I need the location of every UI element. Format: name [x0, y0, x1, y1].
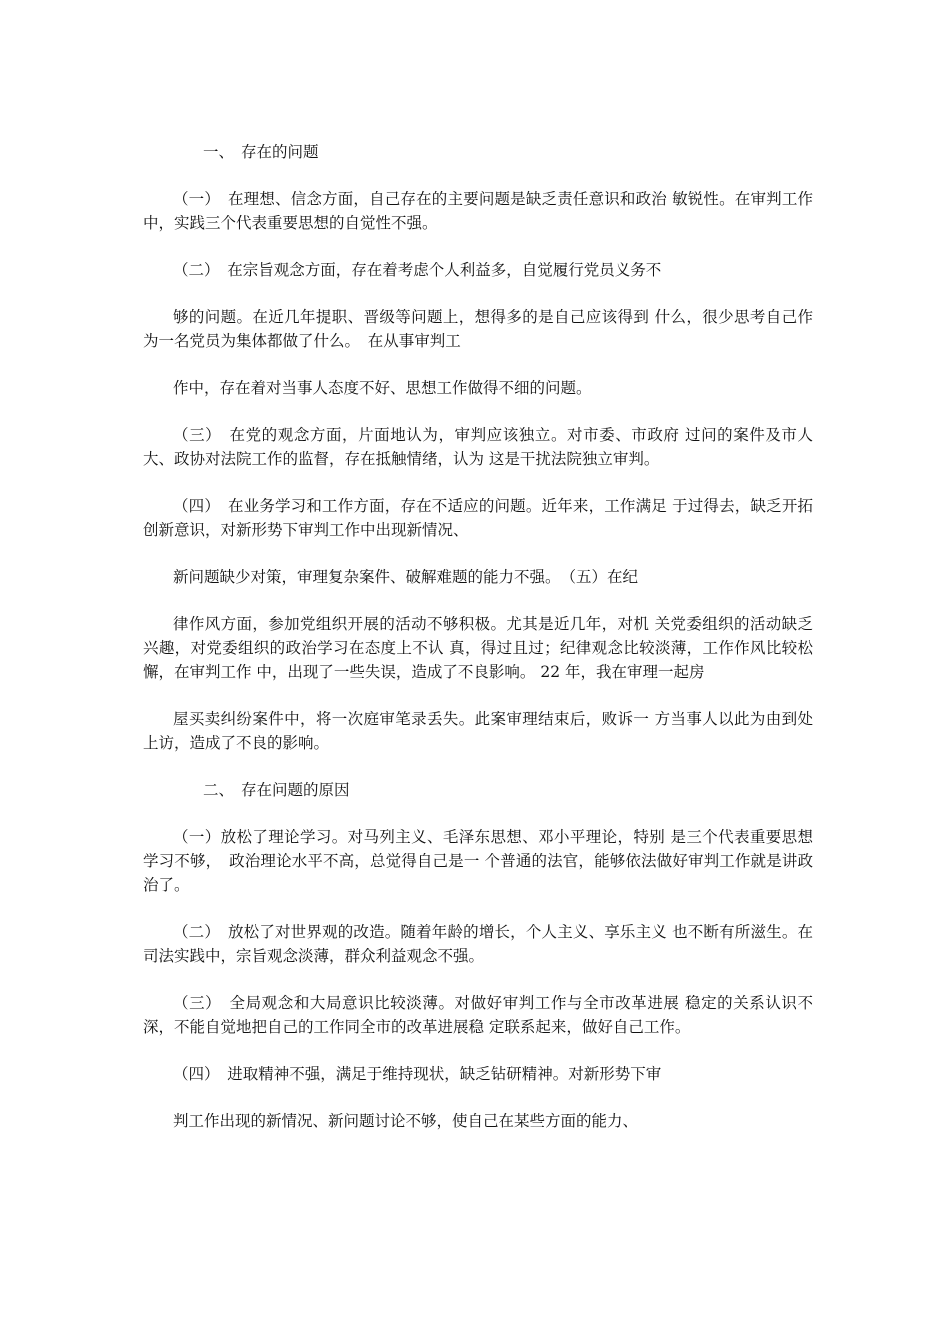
paragraph: 作中，存在着对当事人态度不好、思想工作做得不细的问题。: [173, 379, 592, 397]
paragraph: （二） 在宗旨观念方面，存在着考虑个人利益多，自觉履行党员义务不: [173, 261, 662, 279]
section-heading: [143, 778, 813, 802]
paragraph: （三） 在党的观念方面，片面地认为，审判应该独立。对市委、市政府 过问的案件及市人大、政协对法院工作的监督，存在抵触情绪，认为 这是干扰法院独立审判。: [143, 426, 813, 468]
paragraph: 律作风方面，参加党组织开展的活动不够积极。尤其是近几年，对机 关党委组织的活动缺乏兴趣，对党委组织的政治学习在态度上不认 真，得过且过；纪律观念比较淡薄，工作作风比较松懈，在审判工作 中，出现了一些失误，造成了不良影响。 22 年，我在审理一起房: [143, 615, 813, 681]
paragraph: （二） 放松了对世界观的改造。随着年龄的增长，个人主义、享乐主义 也不断有所滋生。在司法实践中，宗旨观念淡薄，群众利益观念不强。: [143, 923, 813, 965]
paragraph: （四） 进取精神不强，满足于维持现状，缺乏钻研精神。对新形势下审: [173, 1065, 662, 1083]
section-heading: [143, 140, 813, 164]
paragraph: 新问题缺少对策，审理复杂案件、破解难题的能力不强。 （五）在纪: [173, 568, 639, 586]
document-page: [143, 140, 813, 1156]
paragraph: （三） 全局观念和大局意识比较淡薄。对做好审判工作与全市改革进展 稳定的关系认识不深，不能自觉地把自己的工作同全市的改革进展稳 定联系起来，做好自己工作。: [143, 994, 813, 1036]
paragraph: 屋买卖纠纷案件中，将一次庭审笔录丢失。此案审理结束后，败诉一 方当事人以此为由到处上访，造成了不良的影响。: [143, 710, 813, 752]
paragraph: （一） 在理想、信念方面，自己存在的主要问题是缺乏责任意识和政治 敏锐性。在审判工作中，实践三个代表重要思想的自觉性不强。: [143, 190, 813, 232]
section-title: 存在的问题: [241, 143, 319, 161]
section-number: 一、: [203, 143, 235, 161]
section-number: 二、: [203, 781, 235, 799]
paragraph: 判工作出现的新情况、新问题讨论不够，使自己在某些方面的能力、: [173, 1112, 639, 1130]
paragraph: （一）放松了理论学习。对马列主义、毛泽东思想、邓小平理论，特别 是三个代表重要思想学习不够， 政治理论水平不高，总觉得自己是一 个普通的法官，能够依法做好审判工作就是讲政治了。: [143, 828, 813, 894]
paragraph: （四） 在业务学习和工作方面，存在不适应的问题。近年来，工作满足 于过得去，缺乏开拓创新意识，对新形势下审判工作中出现新情况、: [143, 497, 813, 539]
paragraph: 够的问题。在近几年提职、晋级等问题上，想得多的是自己应该得到 什么，很少思考自己作为一名党员为集体都做了什么。 在从事审判工: [143, 308, 813, 350]
section-title: 存在问题的原因: [241, 781, 350, 799]
